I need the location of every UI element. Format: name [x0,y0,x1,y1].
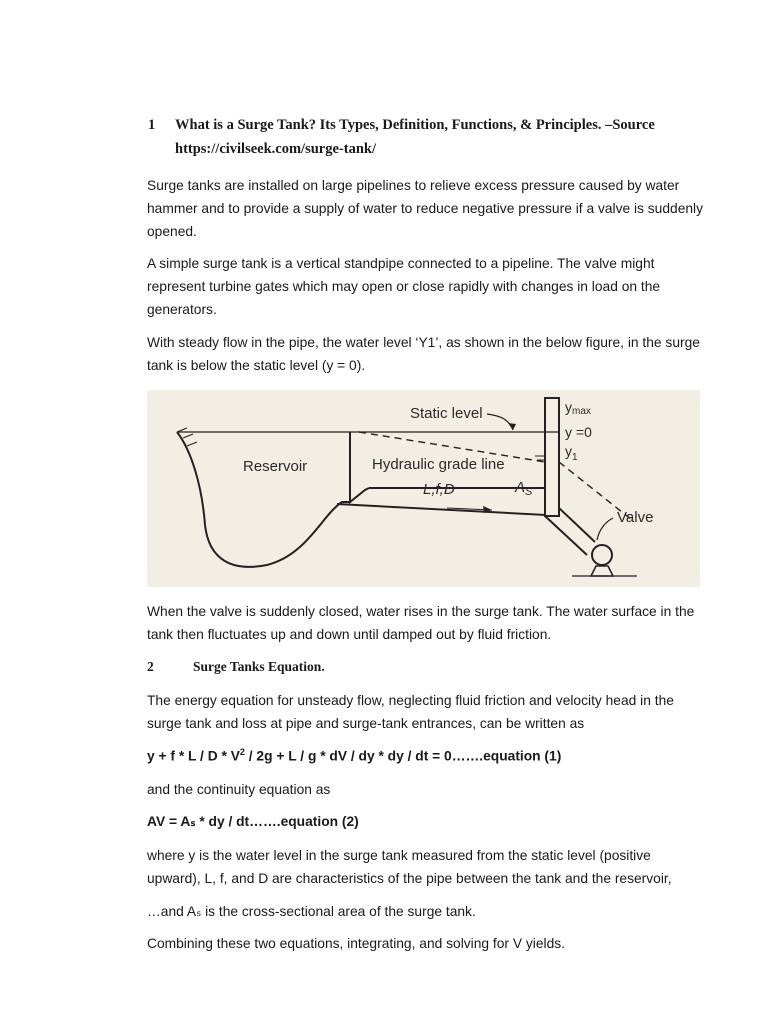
paragraph-variables: where y is the water level in the surge tank measured from the static level (positive upward), L, f, and D are characteristics of the pipe between the tank and the reservoir, [147,848,672,886]
y1-label [565,443,578,463]
pipe-to-valve [545,500,595,555]
valve-label: Valve [617,509,654,526]
y0-label: y =0 [565,424,592,440]
ymax-sub: max [572,406,591,417]
eq1-part-b: / 2g + L / g * dV / dy * dy / dt = 0…….equation (1) [244,748,562,764]
paragraph-continuity: and the continuity equation as [147,782,331,797]
eq2-part-a: AV = A [147,814,191,829]
as-a: A [515,479,526,496]
paragraph-combining: Combining these two equations, integrating, and solving for V yields. [147,936,565,951]
equation-2 [147,814,359,830]
paragraph-intro: Surge tanks are installed on large pipelines to relieve excess pressure caused by water hammer and to provide a supply of water to reduce negative pressure if a valve is suddenly opened. [147,178,704,239]
static-level-label: Static level [410,405,483,422]
paragraph-standpipe: A simple surge tank is a vertical standpipe connected to a pipeline. The valve might represent turbine gates which may open or close rapidly with changes in load on the generators. [147,256,661,317]
static-level-pointer [487,414,513,430]
valve-pointer [597,518,613,540]
paragraph-energy-equation: The energy equation for unsteady flow, neglecting fluid friction and velocity head in the surge tank and loss at pipe and surge-tank entrances, can be written as [147,693,674,731]
y1-y: y [565,443,572,459]
as-sub: S [525,486,533,498]
as-label [514,479,533,498]
pipe-bottom [337,504,546,515]
surge-tank-figure [147,390,700,587]
heading-title: What is a Surge Tank? Its Types, Definition, Functions, & Principles. –Source [175,117,655,133]
ymax-y: y [565,399,572,415]
eq1-superscript: 2 [239,747,245,757]
y1-sub: 1 [572,452,578,463]
valve-base [591,566,613,576]
pipe-outline [350,432,369,502]
eq2-subscript: ₛ [190,814,196,829]
paragraph-cross-section: …and Aₛ is the cross-sectional area of the surge tank. [147,904,476,919]
eq1-part-a: y + f * L / D * V [147,748,240,764]
valve-body [592,545,612,565]
lfd-label: L,f,D [423,481,455,498]
reservoir-label: Reservoir [243,458,308,475]
paragraph-steady-flow: With steady flow in the pipe, the water level ‘Y1’, as shown in the below figure, in the surge tank is below the static level (y = 0). [147,335,700,373]
heading-number: 1 [148,117,156,133]
ymax-label [565,399,591,417]
surge-tank-diagram [147,390,700,587]
equation-1 [147,747,561,764]
heading-title: Surge Tanks Equation. [193,659,325,674]
source-link[interactable]: https://civilseek.com/surge-tank/ [175,141,376,157]
hgl-label: Hydraulic grade line [372,456,505,473]
eq2-part-b: * dy / dt…….equation (2) [195,814,359,829]
reservoir-basin [177,432,350,567]
heading-number: 2 [147,659,154,674]
paragraph-valve-closed: When the valve is suddenly closed, water rises in the surge tank. The water surface in the tank then fluctuates up and down until damped out by fluid friction. [147,604,695,642]
surge-tank-standpipe [545,398,559,516]
